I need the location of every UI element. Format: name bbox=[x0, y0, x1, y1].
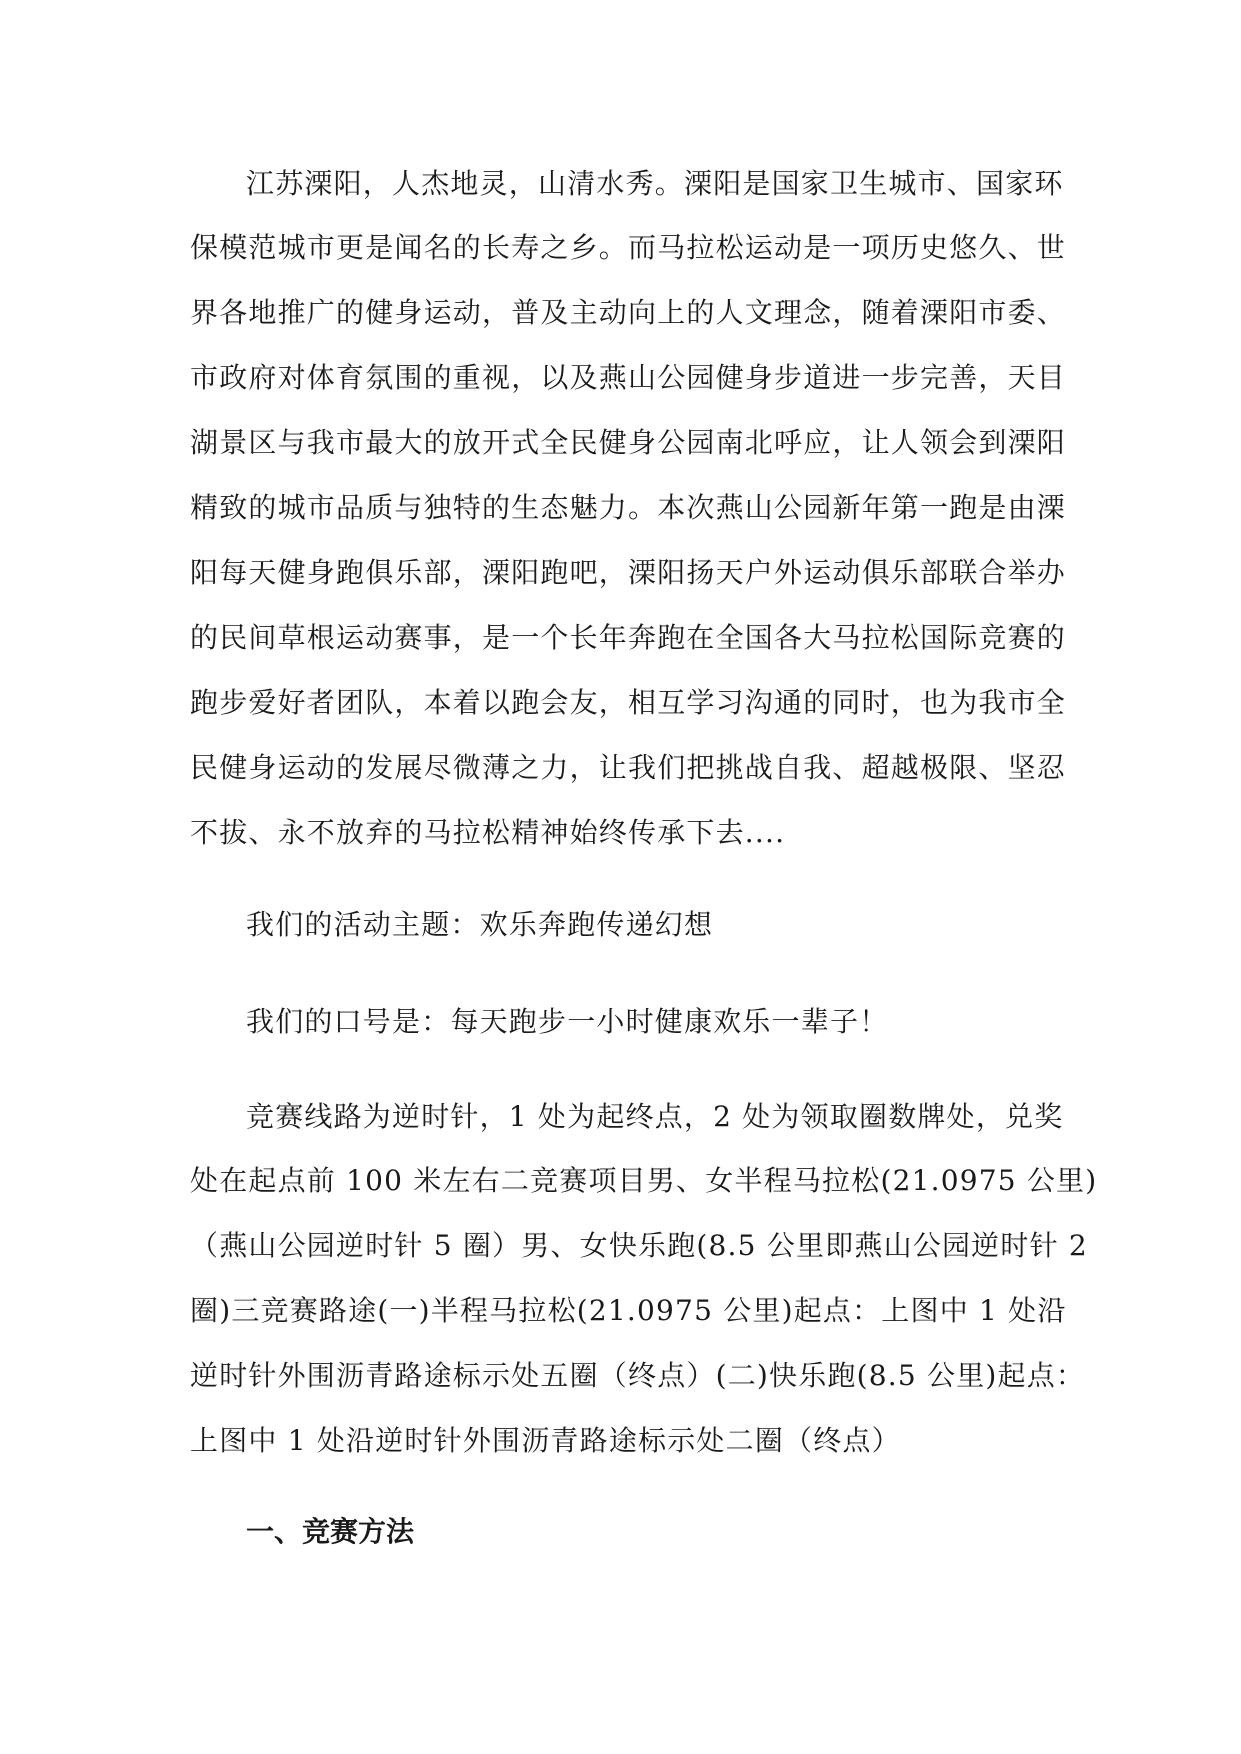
paragraph-1-line-11: 不拔、永不放弃的马拉松精神始终传承下去.... bbox=[190, 816, 786, 849]
paragraph-2-line-1: 竞赛线路为逆时针，1 处为起终点，2 处为领取圈数牌处，兑奖 bbox=[246, 1100, 1064, 1133]
paragraph-1-line-4: 市政府对体育氛围的重视，以及燕山公园健身步道进一步完善，天目 bbox=[190, 361, 1067, 394]
paragraph-1-line-5: 湖景区与我市最大的放开式全民健身公园南北呼应，让人领会到溧阳 bbox=[190, 426, 1067, 459]
paragraph-2-line-2: 处在起点前 100 米左右二竞赛项目男、女半程马拉松(21.0975 公里) bbox=[190, 1164, 1098, 1197]
paragraph-1-line-3: 界各地推广的健身运动，普及主动向上的人文理念，随着溧阳市委、 bbox=[190, 296, 1067, 329]
paragraph-1-line-7: 阳每天健身跑俱乐部，溧阳跑吧，溧阳扬天户外运动俱乐部联合举办 bbox=[190, 556, 1067, 589]
section-heading-competition-method: 一、竞赛方法 bbox=[246, 1515, 415, 1548]
paragraph-1-line-10: 民健身运动的发展尽微薄之力，让我们把挑战自我、超越极限、坚忍 bbox=[190, 751, 1067, 784]
paragraph-2-line-6: 上图中 1 处沿逆时针外围沥青路途标示处二圈（终点） bbox=[190, 1424, 901, 1457]
activity-theme: 我们的活动主题：欢乐奔跑传递幻想 bbox=[246, 908, 714, 941]
paragraph-1-line-2: 保模范城市更是闻名的长寿之乡。而马拉松运动是一项历史悠久、世 bbox=[190, 231, 1067, 264]
paragraph-1-line-6: 精致的城市品质与独特的生态魅力。本次燕山公园新年第一跑是由溧 bbox=[190, 491, 1067, 524]
paragraph-1-line-8: 的民间草根运动赛事，是一个长年奔跑在全国各大马拉松国际竞赛的 bbox=[190, 621, 1067, 654]
paragraph-1-line-9: 跑步爱好者团队，本着以跑会友，相互学习沟通的同时，也为我市全 bbox=[190, 686, 1067, 719]
paragraph-2-line-4: 圈)三竞赛路途(一)半程马拉松(21.0975 公里)起点：上图中 1 处沿 bbox=[190, 1294, 1067, 1327]
activity-slogan: 我们的口号是：每天跑步一小时健康欢乐一辈子！ bbox=[246, 1005, 889, 1038]
paragraph-2-line-5: 逆时针外围沥青路途标示处五圈（终点）(二)快乐跑(8.5 公里)起点： bbox=[190, 1359, 1086, 1392]
paragraph-2-line-3: （燕山公园逆时针 5 圈）男、女快乐跑(8.5 公里即燕山公园逆时针 2 bbox=[190, 1229, 1088, 1262]
paragraph-1-line-1: 江苏溧阳，人杰地灵，山清水秀。溧阳是国家卫生城市、国家环 bbox=[246, 167, 1064, 200]
